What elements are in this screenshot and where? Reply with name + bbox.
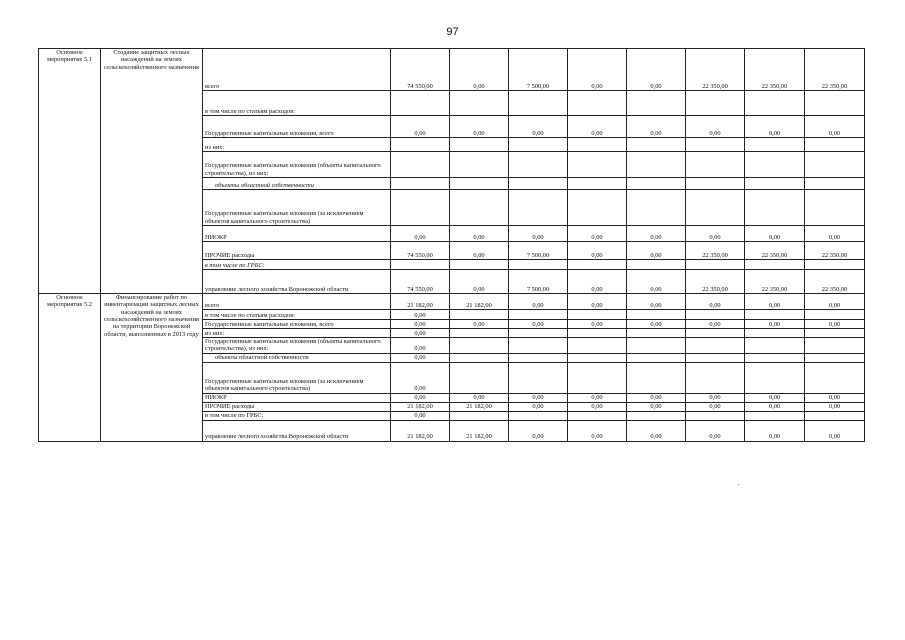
value-cell [805, 138, 865, 152]
row-label: Государственные капитальные вложения (за исключением объектов капитального строительства) [203, 190, 391, 226]
value-cell [450, 362, 509, 393]
row-label: Государственные капитальные вложения (объекты капитального строительства), из них: [203, 338, 391, 354]
row-label: в том числе по статьям расходов: [203, 91, 391, 116]
value-cell [745, 138, 805, 152]
value-cell [450, 260, 509, 270]
value-cell [568, 353, 627, 362]
value-cell: 0,00 [805, 294, 865, 310]
value-cell [450, 138, 509, 152]
value-cell [509, 329, 568, 338]
value-cell: 0,00 [627, 294, 686, 310]
value-cell: 22 350,00 [745, 270, 805, 294]
row-label: всего [203, 294, 391, 310]
value-cell: 0,00 [391, 329, 450, 338]
value-cell [686, 91, 745, 116]
value-cell: 0,00 [805, 420, 865, 441]
value-cell: 0,00 [509, 402, 568, 411]
row-label: Государственные капитальные вложения (объекты капитального строительства), из них: [203, 152, 391, 178]
value-cell: 22 350,00 [745, 49, 805, 91]
value-cell: 0,00 [686, 393, 745, 402]
value-cell: 0,00 [805, 402, 865, 411]
row-label: из них: [203, 329, 391, 338]
value-cell: 0,00 [568, 402, 627, 411]
value-cell [805, 91, 865, 116]
value-cell [568, 190, 627, 226]
value-cell [450, 178, 509, 190]
value-cell [509, 353, 568, 362]
value-cell [450, 152, 509, 178]
value-cell [805, 362, 865, 393]
value-cell [686, 329, 745, 338]
value-cell: 21 182,00 [391, 420, 450, 441]
value-cell [686, 411, 745, 420]
value-cell [509, 178, 568, 190]
value-cell: 0,00 [391, 393, 450, 402]
value-cell: 0,00 [745, 402, 805, 411]
value-cell [509, 190, 568, 226]
value-cell: 0,00 [450, 242, 509, 260]
event-name-cell: Финансирование работ по инвентаризации защитных лесных насаждений на землях сельскохозяйственного назначения на территории Воронежской области, выполненных в 2013 году [101, 294, 203, 442]
value-cell [745, 260, 805, 270]
value-cell: 22 350,00 [686, 49, 745, 91]
value-cell: 0,00 [509, 294, 568, 310]
value-cell: 0,00 [450, 116, 509, 138]
value-cell [627, 310, 686, 320]
value-cell: 0,00 [509, 393, 568, 402]
value-cell [686, 362, 745, 393]
value-cell: 0,00 [568, 393, 627, 402]
value-cell: 0,00 [745, 116, 805, 138]
value-cell [568, 91, 627, 116]
row-label: Государственные капитальные вложения, всего [203, 116, 391, 138]
value-cell: 0,00 [450, 270, 509, 294]
event-cell: Основное мероприятие 5.2 [39, 294, 101, 442]
value-cell: 0,00 [568, 49, 627, 91]
value-cell: 0,00 [745, 294, 805, 310]
budget-table [38, 48, 865, 442]
value-cell: 21 182,00 [391, 402, 450, 411]
value-cell: 0,00 [450, 320, 509, 329]
value-cell: 0,00 [568, 320, 627, 329]
value-cell [686, 190, 745, 226]
value-cell: 0,00 [686, 320, 745, 329]
value-cell: 0,00 [686, 420, 745, 441]
value-cell: 0,00 [627, 320, 686, 329]
value-cell: 0,00 [627, 116, 686, 138]
value-cell [627, 362, 686, 393]
value-cell [568, 362, 627, 393]
value-cell: 22 350,00 [686, 242, 745, 260]
value-cell [509, 362, 568, 393]
value-cell [745, 329, 805, 338]
row-label: объекты областной собственности [203, 178, 391, 190]
value-cell [745, 411, 805, 420]
value-cell [745, 190, 805, 226]
value-cell: 0,00 [509, 116, 568, 138]
value-cell: 22 350,00 [805, 270, 865, 294]
value-cell [391, 138, 450, 152]
value-cell [686, 178, 745, 190]
value-cell [627, 138, 686, 152]
value-cell [509, 338, 568, 354]
value-cell [391, 152, 450, 178]
value-cell: 0,00 [627, 49, 686, 91]
value-cell [805, 411, 865, 420]
table-row [39, 294, 865, 310]
row-label: управление лесного хозяйства Воронежской области [203, 420, 391, 441]
value-cell [745, 353, 805, 362]
value-cell [391, 91, 450, 116]
value-cell: 0,00 [745, 226, 805, 242]
value-cell: 74 550,00 [391, 242, 450, 260]
value-cell [686, 138, 745, 152]
value-cell [627, 329, 686, 338]
value-cell [509, 310, 568, 320]
value-cell: 22 350,00 [805, 242, 865, 260]
value-cell: 0,00 [391, 338, 450, 354]
value-cell [509, 411, 568, 420]
scan-speck [738, 484, 739, 485]
value-cell: 0,00 [391, 226, 450, 242]
value-cell [805, 338, 865, 354]
value-cell: 0,00 [686, 402, 745, 411]
value-cell [509, 138, 568, 152]
value-cell: 0,00 [391, 411, 450, 420]
value-cell [391, 260, 450, 270]
value-cell [568, 178, 627, 190]
value-cell [686, 152, 745, 178]
value-cell [450, 310, 509, 320]
value-cell [686, 260, 745, 270]
value-cell: 0,00 [745, 320, 805, 329]
value-cell: 74 550,00 [391, 270, 450, 294]
value-cell [391, 190, 450, 226]
value-cell: 0,00 [627, 226, 686, 242]
value-cell: 22 350,00 [805, 49, 865, 91]
value-cell: 0,00 [391, 310, 450, 320]
row-label: в том числе по ГРБС: [203, 411, 391, 420]
row-label: Государственные капитальные вложения (за исключением объектов капитального строительства) [203, 362, 391, 393]
value-cell [627, 152, 686, 178]
value-cell [568, 138, 627, 152]
value-cell: 0,00 [627, 420, 686, 441]
value-cell: 0,00 [450, 393, 509, 402]
value-cell [627, 190, 686, 226]
value-cell: 22 350,00 [745, 242, 805, 260]
value-cell [509, 152, 568, 178]
value-cell: 0,00 [391, 362, 450, 393]
value-cell: 0,00 [745, 393, 805, 402]
row-label: в том числе по статьям расходов: [203, 310, 391, 320]
value-cell: 0,00 [568, 420, 627, 441]
value-cell [627, 260, 686, 270]
value-cell: 74 550,00 [391, 49, 450, 91]
value-cell: 0,00 [509, 420, 568, 441]
value-cell: 7 500,00 [509, 242, 568, 260]
value-cell [805, 310, 865, 320]
page-number: 97 [446, 26, 459, 38]
value-cell [745, 152, 805, 178]
value-cell [509, 91, 568, 116]
value-cell [805, 190, 865, 226]
value-cell [805, 152, 865, 178]
value-cell [805, 329, 865, 338]
value-cell [686, 353, 745, 362]
value-cell: 7 500,00 [509, 270, 568, 294]
value-cell: 22 350,00 [686, 270, 745, 294]
value-cell [450, 190, 509, 226]
value-cell: 0,00 [686, 226, 745, 242]
value-cell [805, 353, 865, 362]
value-cell [805, 260, 865, 270]
value-cell [745, 362, 805, 393]
value-cell: 21 182,00 [450, 420, 509, 441]
value-cell [745, 178, 805, 190]
event-cell: Основное мероприятие 5.1 [39, 49, 101, 294]
value-cell [627, 91, 686, 116]
table-row [39, 49, 865, 91]
value-cell [627, 338, 686, 354]
value-cell: 0,00 [509, 226, 568, 242]
value-cell [450, 353, 509, 362]
value-cell: 0,00 [391, 320, 450, 329]
value-cell: 0,00 [568, 294, 627, 310]
value-cell [568, 329, 627, 338]
value-cell [627, 178, 686, 190]
value-cell: 0,00 [450, 49, 509, 91]
value-cell: 0,00 [686, 116, 745, 138]
value-cell [450, 329, 509, 338]
value-cell: 21 182,00 [450, 294, 509, 310]
value-cell: 0,00 [509, 320, 568, 329]
value-cell [450, 91, 509, 116]
value-cell [627, 411, 686, 420]
value-cell [568, 152, 627, 178]
value-cell [686, 338, 745, 354]
value-cell: 0,00 [805, 226, 865, 242]
value-cell: 0,00 [627, 393, 686, 402]
value-cell: 0,00 [391, 116, 450, 138]
value-cell: 0,00 [568, 270, 627, 294]
value-cell: 0,00 [627, 402, 686, 411]
value-cell [450, 338, 509, 354]
value-cell: 0,00 [627, 242, 686, 260]
value-cell: 0,00 [805, 320, 865, 329]
value-cell [568, 260, 627, 270]
value-cell: 0,00 [568, 116, 627, 138]
row-label: объекты областной собственности [203, 353, 391, 362]
row-label: всего [203, 49, 391, 91]
value-cell [568, 310, 627, 320]
value-cell: 0,00 [568, 226, 627, 242]
value-cell [805, 178, 865, 190]
row-label: НИОКР [203, 393, 391, 402]
value-cell: 0,00 [568, 242, 627, 260]
value-cell: 0,00 [805, 116, 865, 138]
value-cell [450, 411, 509, 420]
value-cell [568, 338, 627, 354]
value-cell [627, 353, 686, 362]
value-cell [745, 338, 805, 354]
value-cell: 0,00 [686, 294, 745, 310]
row-label: в том числе по ГРБС: [203, 260, 391, 270]
value-cell: 0,00 [805, 393, 865, 402]
value-cell [391, 178, 450, 190]
row-label: Государственные капитальные вложения, всего [203, 320, 391, 329]
value-cell: 0,00 [391, 353, 450, 362]
event-name-cell: Создание защитных лесных насаждений на землях сельскохозяйственного назначения [101, 49, 203, 294]
row-label: управление лесного хозяйства Воронежской области [203, 270, 391, 294]
row-label: из них: [203, 138, 391, 152]
value-cell [745, 310, 805, 320]
value-cell: 21 182,00 [450, 402, 509, 411]
value-cell [745, 91, 805, 116]
row-label: НИОКР [203, 226, 391, 242]
row-label: ПРОЧИЕ расходы [203, 242, 391, 260]
value-cell: 0,00 [627, 270, 686, 294]
row-label: ПРОЧИЕ расходы [203, 402, 391, 411]
value-cell [509, 260, 568, 270]
value-cell: 7 500,00 [509, 49, 568, 91]
value-cell [568, 411, 627, 420]
value-cell [686, 310, 745, 320]
value-cell: 0,00 [450, 226, 509, 242]
value-cell: 0,00 [745, 420, 805, 441]
value-cell: 21 182,00 [391, 294, 450, 310]
